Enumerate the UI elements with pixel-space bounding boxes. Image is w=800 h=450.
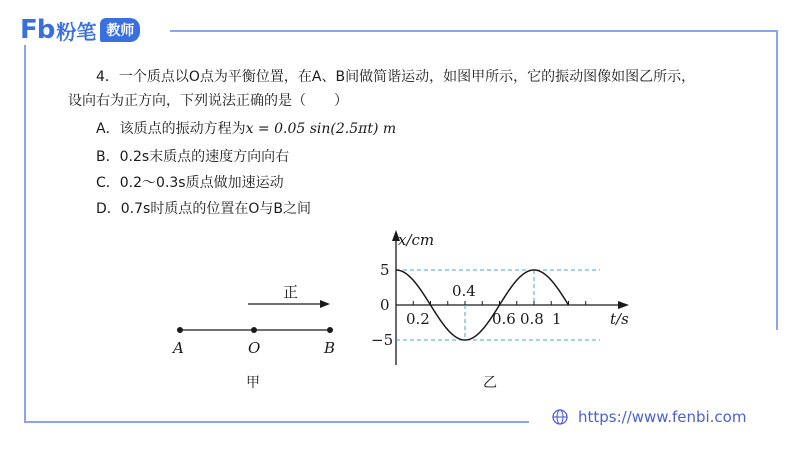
direction-arrow-head xyxy=(320,300,330,308)
option-c: C．0.2～0.3s质点做加速运动 xyxy=(96,175,284,191)
footer-url-text: https://www.fenbi.com xyxy=(578,408,747,426)
option-d: D．0.7s时质点的位置在O与B之间 xyxy=(96,201,311,217)
point-a-label: A xyxy=(173,339,184,357)
point-a-dot xyxy=(177,327,183,333)
caption-jia: 甲 xyxy=(246,375,260,391)
x-axis-arrow xyxy=(618,301,629,309)
x-tick-label-0-4: 0.4 xyxy=(452,282,476,300)
point-b-label: B xyxy=(324,339,336,357)
x-tick-label-1: 1 xyxy=(552,310,562,328)
point-o-label: O xyxy=(248,339,261,357)
footer-url[interactable] xyxy=(552,408,746,426)
option-a xyxy=(96,118,396,138)
globe-icon xyxy=(552,409,568,425)
y-tick-5: 5 xyxy=(380,261,390,279)
brand-name: 粉笔 xyxy=(56,19,97,44)
point-o-dot xyxy=(251,327,257,333)
y-tick-neg5: −5 xyxy=(371,331,394,349)
frame-bottom-line xyxy=(24,421,529,423)
question-line-2: 设向右为正方向，下列说法正确的是（ ） xyxy=(68,93,348,109)
point-b-dot xyxy=(327,327,333,333)
caption-yi: 乙 xyxy=(483,375,497,391)
x-tick-label-0-2: 0.2 xyxy=(406,310,430,328)
brand-mark: Fb xyxy=(20,15,55,45)
frame-top-line xyxy=(170,30,778,32)
brand-tag: 教师 xyxy=(100,18,140,42)
y-tick-0: 0 xyxy=(380,296,390,314)
question-line-1: 4．一个质点以O点为平衡位置，在A、B间做简谐运动，如图甲所示，它的振动图像如图乙所示， xyxy=(96,69,696,85)
y-axis-label: x/cm xyxy=(398,231,435,249)
option-a-text: A．该质点的振动方程为 xyxy=(96,121,246,137)
x-tick-label-0-8: 0.8 xyxy=(520,310,544,328)
x-tick-label-0-6: 0.6 xyxy=(492,310,516,328)
direction-label: 正 xyxy=(283,283,299,301)
option-a-formula: x = 0.05 sin(2.5πt) m xyxy=(245,121,397,137)
x-axis-label: t/s xyxy=(610,310,629,328)
option-b: B．0.2s末质点的速度方向向右 xyxy=(96,149,290,165)
brand-logo xyxy=(20,12,140,48)
frame-right-line xyxy=(776,30,778,330)
frame-left-line xyxy=(24,45,26,423)
